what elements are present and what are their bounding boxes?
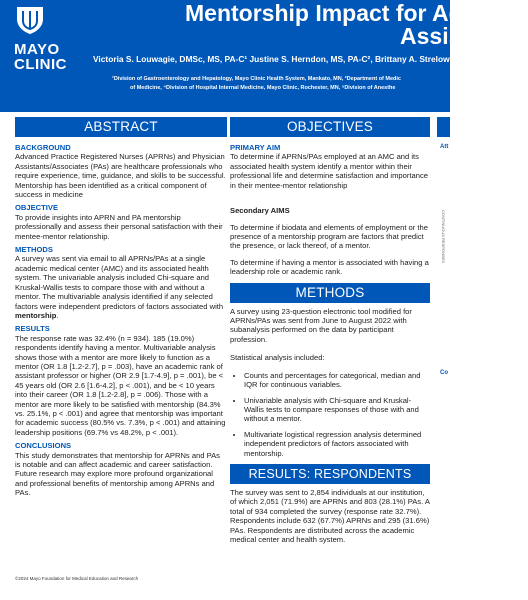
affiliations-line2: of Medicine, ⁴Division of Hospital Internal Medicine, Mayo Clinic, Rochester, MN, ⁵Division of Anesthe — [130, 85, 396, 91]
middle-column — [230, 117, 430, 544]
results-heading: RESULTS — [15, 324, 50, 334]
methods-text: A survey was sent via email to all APRNs/PAs at a single academic medical center (AMC) and its associated health system. The univariable analysis included Chi-square and Kruskal-Wallis tests to compare those with and without a mentor. The multivariable analysis identified if any selected factors were independent predictors of factors associated with mentorship. — [15, 254, 224, 320]
methods-text-bold: mentorship — [15, 310, 57, 320]
primary-aim-heading: PRIMARY AIM — [230, 143, 281, 152]
methods-banner: METHODS — [230, 283, 430, 303]
right-column-vertical-label: CONTINUOUS RESPONSES — [441, 210, 446, 263]
results-text: The response rate was 32.4% (n = 934). 185 (19.0%) respondents identify having a mentor. Multivariable analysis shows those with a mentor are more likely to function as a mentor (OR 1.8 [1.2-2.7], p = .003), have an academic rank of assistant professor or higher (OR 2.9 [1.7-4.9], p = .001), be < 45 years old (OR 2.6 [1.6-4.2], p < .001), and be < 10 years into their career (OR 1.8 [1.2-2.8], p = .006). Those with a mentor are more likely to be satisfied with mentorship (84.3% vs. 25.1%, p < .001) and agree that mentorship was important for academic success (80.5% vs. 7.3%, p < .001) and attaining leadership positions (69.7% vs 48.2%, p < .001). — [15, 333, 226, 437]
background-heading: BACKGROUND — [15, 143, 71, 152]
methods-bullet: • Counts and percentages for categorical, median and IQR for continuous variables. — [244, 371, 430, 390]
abstract-methods — [15, 245, 227, 320]
secondary-aims-heading: Secondary AIMS — [230, 205, 290, 215]
methods-bullet: • Multivariate logistical regression analysis determined independent predictors of factors associated with mentorship. — [244, 430, 430, 458]
primary-aim-text: To determine if APRNs/PAs employed at an AMC and its associated health system identify a mentor within their professional life and determine satisfaction and importance in their mentee-mentor relationship — [230, 152, 428, 190]
abstract-conclusions — [15, 441, 227, 497]
abstract-results — [15, 324, 227, 437]
background-text: Advanced Practice Registered Nurses (APRNs) and Physician Assistants/Associates (PAs) are healthcare professionals who require experience, time, guidance, and skills to be successful. Mentorship has been identified as a critical component of success in medicine — [15, 152, 226, 200]
primary-aim — [230, 143, 430, 190]
objective-text: To provide insights into APRN and PA mentorship professionally and assess their personal satisfaction with their mentee-mentor relationship. — [15, 212, 223, 241]
objective-heading: OBJECTIVE — [15, 203, 59, 213]
copyright-footer: ©2024 Mayo Foundation for Medical Education and Research — [15, 576, 139, 581]
results-respondents-banner: RESULTS: RESPONDENTS — [230, 464, 430, 484]
mayo-clinic-logo — [14, 5, 67, 73]
poster-title: Mentorship Impact for Advance — [185, 0, 528, 26]
right-column-subheading: Co — [440, 370, 448, 376]
right-column-heading: Att — [440, 144, 449, 150]
authors: Victoria S. Louwagie, DMSc, MS, PA-C¹ Justine S. Herndon, MS, PA-C², Brittany A. Strelow — [93, 54, 450, 64]
right-column-banner — [437, 117, 450, 137]
abstract-background — [15, 143, 227, 199]
affiliations-line1: ¹Division of Gastroenterology and Hepatology, Mayo Clinic Health System, Mankato, MN, ²Department of Medic — [112, 76, 401, 82]
secondary-aims-text2: To determine if having a mentor is associated with having a leadership role or academic rank. — [230, 257, 429, 277]
abstract-banner: ABSTRACT — [15, 117, 227, 137]
conclusions-heading: CONCLUSIONS — [15, 441, 72, 451]
secondary-aims-text1: To determine if biodata and elements of employment or the presence of a mentorship program are factors that predict the presence, or lack thereof, of a mentor. — [230, 222, 428, 251]
poster-header — [0, 0, 528, 112]
abstract-column — [15, 117, 227, 502]
methods-bullet-list — [230, 371, 430, 458]
statistical-analysis-intro: Statistical analysis included: — [230, 353, 325, 363]
logo-text-mayo: MAYO — [14, 41, 60, 58]
results-respondents-text: The survey was sent to 2,854 individuals at our institution, of which 2,051 (71.9%) are APRNs and 803 (28.1%) PAs. A total of 934 completed the survey (response rate 32.7%). Respondents include 632 (67.7%) APRNs and 295 (31.6%) PAs. Respondents are distributed across the academic medical center and health system. — [230, 487, 430, 544]
methods-heading: METHODS — [15, 245, 53, 255]
methods-bullet: • Univariable analysis with Chi-square and Kruskal-Wallis tests to compare responses of those with and without a mentor. — [244, 396, 430, 424]
logo-wordmark — [14, 41, 67, 73]
methods-description: A survey using 23-question electronic tool modified for APRNs/PAs was sent from June to August 2022 with subanalysis performed on the data by participant profession. — [230, 306, 412, 344]
abstract-objective — [15, 203, 227, 241]
poster-title-line2: Assis — [400, 23, 462, 49]
objectives-banner: OBJECTIVES — [230, 117, 430, 137]
conclusions-text: This study demonstrates that mentorship for APRNs and PAs is notable and can affect academic and career satisfaction. Future research may explore more profound organizational and professional benefits of mentorship among APRNs and PAs. — [15, 450, 220, 498]
logo-text-clinic: CLINIC — [14, 56, 67, 73]
mayo-shield-icon — [14, 5, 46, 35]
methods-text-body: A survey was sent via email to all APRNs/PAs at a single academic medical center (AMC) and its associated health system. The univariable analysis included Chi-square and Kruskal-Wallis tests to compare those with and without a mentor. The multivariable analysis identified if any selected factors were independent predictors of factors associated with — [15, 254, 224, 311]
secondary-aims — [230, 206, 430, 277]
